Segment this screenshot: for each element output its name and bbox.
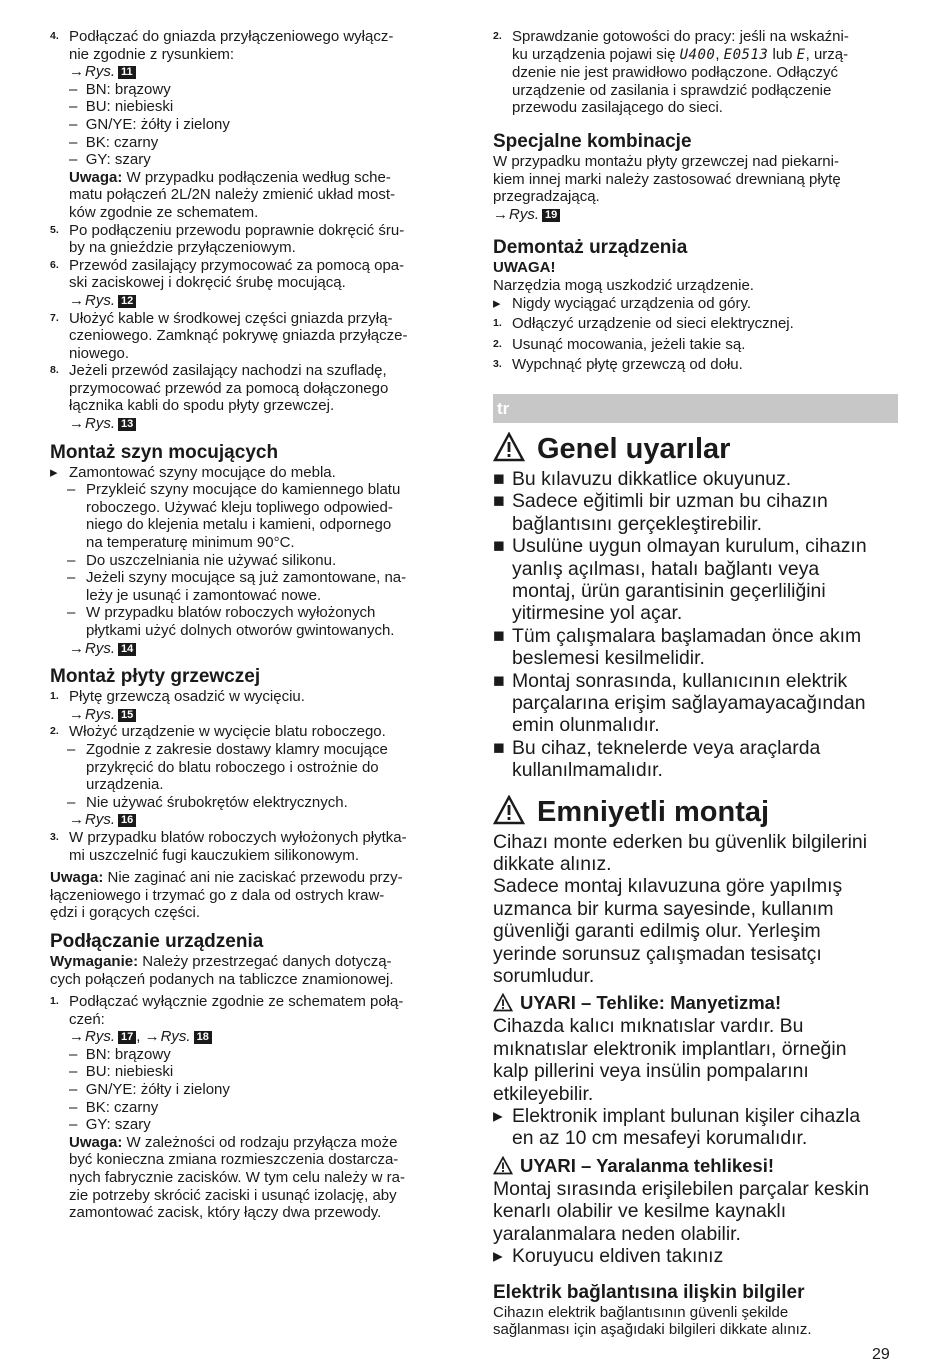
- section-heading-rails: Montaż szyn mocujących: [50, 441, 279, 463]
- body-text: sağlanması için aşağıdaki bilgileri dikkate alınız.: [493, 1321, 812, 1339]
- subitem-text: leży je usunąć i zamontować nowe.: [86, 586, 322, 604]
- triangle-bullet-icon: ▸: [493, 294, 501, 312]
- step-text: Przewód zasilający przymocować za pomocą opa-: [69, 256, 405, 274]
- section-heading-safe-installation: [493, 794, 898, 830]
- arrow-icon: →: [144, 1028, 160, 1046]
- warning-triangle-icon: [493, 432, 525, 462]
- body-text: W przypadku montażu płyty grzewczej nad piekarni-: [493, 152, 839, 170]
- requirement-label: Wymaganie:: [50, 952, 139, 970]
- note-text: Nie zaginać ani nie zaciskać przewodu przy-: [103, 869, 403, 887]
- body-text: Cihazın elektrik bağlantısının güvenli şekilde: [493, 1303, 789, 1321]
- step-text: Podłączać do gniazda przyłączeniowego wyłącz-: [69, 28, 394, 45]
- step-number: 2.: [493, 30, 502, 42]
- dash-icon: –: [67, 569, 76, 587]
- step-text: nie zgodnie z rysunkiem:: [69, 45, 235, 63]
- step-number: 2.: [50, 725, 59, 738]
- body-text: kiem innej marki należy zastosować drewnianą płytę: [493, 170, 841, 188]
- warning-text: Montaj sırasında erişilebilen parçalar keskin: [493, 1177, 870, 1200]
- step-text: urządzenie od zasilania i sprawdzić podłączenie: [512, 81, 832, 99]
- square-bullet-icon: ■: [493, 624, 505, 647]
- pl-step-7: [50, 310, 462, 328]
- note-text: matu połączeń 2L/2N należy zmienić układ most-: [69, 186, 395, 204]
- figure-number-badge: 12: [118, 295, 136, 308]
- warning-triangle-icon: [493, 993, 513, 1012]
- requirement-text: Należy przestrzegać danych dotyczą-: [138, 952, 392, 970]
- dash-icon: –: [69, 98, 78, 116]
- separator: ,: [136, 1028, 145, 1046]
- step-number: 1.: [493, 317, 502, 330]
- body-text: sorumludur.: [493, 965, 595, 988]
- step-text: dzenie nie jest prawidłowo podłączone. Odłączyć: [512, 64, 839, 82]
- figure-number-badge: 14: [118, 643, 136, 656]
- figure-ref: [50, 63, 462, 81]
- arrow-icon: →: [69, 415, 84, 433]
- step-text: czeniowego. Zamknąć pokrywę gniazda przyłącze-: [69, 327, 408, 345]
- subitem-text: Do uszczelniania nie używać silikonu.: [86, 551, 337, 569]
- subitem-text: roboczego. Używać kleju topliwego odpowied-: [86, 498, 393, 516]
- figure-number-badge: 11: [118, 66, 136, 79]
- arrow-icon: →: [69, 705, 84, 723]
- step-text: Odłączyć urządzenie od sieci elektrycznej.: [512, 315, 794, 333]
- figure-ref: [493, 206, 898, 224]
- step-number: 6.: [50, 258, 59, 271]
- dash-icon: –: [69, 1116, 78, 1134]
- step-text: W przypadku blatów roboczych wyłożonych płytka-: [69, 828, 407, 846]
- note-text: zamontować zacisk, który łączy dwa przewody.: [69, 1204, 382, 1222]
- step-text: przewodu zasilającego do sieci.: [512, 99, 723, 117]
- section-heading-electrical: Elektrik bağlantısına ilişkin bilgiler: [493, 1281, 805, 1303]
- note-label: Uwaga:: [69, 1133, 123, 1151]
- dash-icon: –: [69, 133, 78, 151]
- action-text: Zamontować szyny mocujące do mebla.: [69, 463, 336, 481]
- wire-color: BK: czarny: [85, 133, 159, 151]
- note-label: Uwaga:: [69, 168, 123, 186]
- step-text: Wypchnąć płytę grzewczą od dołu.: [512, 356, 743, 374]
- section-heading-connect: Podłączanie urządzenia: [50, 930, 264, 952]
- pl-step-8: [50, 362, 462, 380]
- body-text: przegradzającą.: [493, 188, 600, 206]
- wire-color: BU: niebieski: [85, 1063, 174, 1081]
- heading-text: Emniyetli montaj: [537, 795, 770, 828]
- warning-text: kalp pillerini veya insülin pompalarını: [493, 1060, 809, 1083]
- subitem-text: Jeżeli szyny mocujące są już zamontowane, na-: [86, 569, 407, 587]
- step-text: Sprawdzanie gotowości do pracy: jeśli na wskaźni-: [512, 28, 849, 45]
- wire-color: GY: szary: [85, 151, 151, 169]
- rys-label: Rys.: [85, 811, 115, 829]
- page-number: 29: [872, 1346, 890, 1363]
- bullet-text: kullanılmamalıdır.: [512, 759, 663, 782]
- section-heading-removal: Demontaż urządzenia: [493, 237, 688, 259]
- step-text: ku urządzenia pojawi się: [512, 45, 680, 63]
- warning-text: yaralanmalara neden olabilir.: [493, 1222, 741, 1245]
- dash-icon: –: [69, 151, 78, 169]
- step-text: mi uszczelnić fugi kauczukiem silikonowym.: [69, 846, 360, 864]
- rys-label: Rys.: [85, 63, 115, 81]
- dash-icon: –: [67, 551, 76, 569]
- step-text: ski zaciskowej i dokręcić śrubę mocującą.: [69, 274, 346, 292]
- triangle-bullet-icon: ▸: [493, 1245, 503, 1268]
- subitem-text: Przykleić szyny mocujące do kamiennego blatu: [86, 481, 401, 499]
- pl-step-4: [50, 28, 462, 222]
- step-text: Podłączać wyłącznie zgodnie ze schematem połą-: [69, 993, 404, 1011]
- warning-title: UYARI – Yaralanma tehlikesi!: [520, 1154, 774, 1176]
- body-text: Sadece montaj kılavuzuna göre yapılmış: [493, 875, 843, 898]
- display-code: U400: [679, 46, 716, 63]
- section-heading-general-warnings: [493, 431, 898, 467]
- subitem-text: niego do klejenia metalu i kamieni, odpornego: [86, 516, 392, 534]
- dash-icon: –: [69, 80, 78, 98]
- step-text: łącznika kabli do spodu płyty grzewczej.: [69, 397, 335, 415]
- section-heading-hob: Montaż płyty grzewczej: [50, 666, 261, 688]
- bullet-text: yanlış açılması, hatalı bağlantı veya: [512, 557, 820, 580]
- step-number: 3.: [493, 358, 502, 371]
- square-bullet-icon: ■: [493, 535, 505, 558]
- figure-number-badge: 18: [194, 1031, 212, 1044]
- rys-label: Rys.: [85, 291, 115, 309]
- step-text: Płytę grzewczą osadzić w wycięciu.: [69, 688, 305, 706]
- step-text: by na gnieździe przyłączeniowym.: [69, 239, 296, 257]
- warning-text: Cihazda kalıcı mıknatıslar vardır. Bu: [493, 1015, 804, 1038]
- step-text: Usunąć mocowania, jeżeli takie są.: [512, 335, 746, 353]
- note-text: być konieczna zmiana rozmieszczenia dostarcza-: [69, 1151, 399, 1169]
- step-number: 3.: [50, 830, 59, 843]
- step-number: 8.: [50, 364, 59, 377]
- triangle-bullet-icon: ▸: [50, 463, 58, 481]
- bullet-text: Tüm çalışmalara başlamadan önce akım: [512, 624, 862, 647]
- action-text: en az 10 cm mesafeyi korumalıdır.: [512, 1127, 808, 1150]
- display-code: E0513: [723, 46, 769, 63]
- heading-text: Genel uyarılar: [537, 432, 731, 465]
- arrow-icon: →: [69, 63, 84, 81]
- subitem-text: Zgodnie z zakresie dostawy klamry mocujące: [86, 740, 388, 758]
- dash-icon: –: [69, 1098, 78, 1116]
- action-text: Nigdy wyciągać urządzenia od góry.: [512, 294, 752, 312]
- action-text: Elektronik implant bulunan kişiler cihazla: [512, 1105, 861, 1128]
- warning-triangle-icon: [493, 795, 525, 825]
- note-text: ków zgodnie ze schematem.: [69, 203, 259, 221]
- dash-icon: –: [67, 793, 76, 811]
- arrow-icon: →: [69, 291, 84, 309]
- warning-text: etkileyebilir.: [493, 1082, 594, 1105]
- rys-label: Rys.: [85, 705, 115, 723]
- warning-text: kenarlı olabilir ve kesilme kaynaklı: [493, 1200, 787, 1223]
- square-bullet-icon: ■: [493, 669, 505, 692]
- requirement-text: cych połączeń podanych na tabliczce znamionowej.: [50, 970, 394, 988]
- wire-color: BK: czarny: [85, 1098, 159, 1116]
- bullet-text: Bu cihaz, teknelerde veya araçlarda: [512, 736, 821, 759]
- bullet-text: Usulüne uygun olmayan kurulum, cihazın: [512, 535, 867, 558]
- right-column: [493, 28, 898, 1339]
- pl-step-5: [50, 222, 462, 240]
- dash-icon: –: [67, 740, 76, 758]
- arrow-icon: →: [69, 811, 84, 829]
- warning-triangle-icon: [493, 1156, 513, 1175]
- note-text: nych fabrycznie zacisków. W tym celu należy w ra-: [69, 1169, 405, 1187]
- warning-text: mıknatıslar elektronik implantları, örneğin: [493, 1037, 847, 1060]
- subitem-text: Nie używać śrubokrętów elektrycznych.: [86, 793, 348, 811]
- step-number: 7.: [50, 311, 59, 324]
- subitem-text: płytkami użyć dolnych otworów gwintowanych.: [86, 622, 395, 639]
- subitem-text: W przypadku blatów roboczych wyłożonych: [86, 604, 376, 622]
- step-number: 4.: [50, 30, 59, 42]
- bullet-text: yitirmesine yol açar.: [512, 602, 683, 625]
- triangle-bullet-icon: ▸: [493, 1105, 503, 1128]
- subitem-text: przykręcić do blatu roboczego i ostrożnie do: [86, 758, 379, 776]
- warning-title: UYARI – Tehlike: Manyetizma!: [520, 992, 782, 1014]
- separator: ,: [715, 45, 724, 63]
- body-text: yerinde sorunsuz çalışmadan tesisatçı: [493, 942, 822, 965]
- left-column: [50, 28, 462, 1222]
- note-text: ędzi i gorących części.: [50, 904, 201, 922]
- wire-color: GN/YE: żółty i zielony: [85, 115, 230, 133]
- caution-text: Narzędzia mogą uszkodzić urządzenie.: [493, 276, 754, 294]
- figure-number-badge: 13: [118, 418, 136, 431]
- rys-label: Rys.: [85, 639, 115, 657]
- figure-ref: [50, 811, 462, 829]
- wire-color: BN: brązowy: [85, 1045, 171, 1063]
- section-heading-special: Specjalne kombinacje: [493, 130, 692, 152]
- dash-icon: –: [67, 481, 76, 499]
- note-text: W przypadku podłączenia według sche-: [122, 168, 391, 186]
- wire-color: GY: szary: [85, 1116, 151, 1134]
- caution-label: UWAGA!: [493, 259, 556, 277]
- bullet-text: beslemesi kesilmelidir.: [512, 647, 705, 670]
- bullet-text: bağlantısını gerçekleştirebilir.: [512, 512, 763, 535]
- dash-icon: –: [67, 604, 76, 622]
- step-text: Jeżeli przewód zasilający nachodzi na szufladę,: [69, 362, 387, 380]
- bullet-text: parçalarına erişim sağlayamayacağından: [512, 691, 866, 714]
- dash-icon: –: [69, 1081, 78, 1099]
- step-text: przymocować przewód za pomocą dołączonego: [69, 379, 389, 397]
- arrow-icon: →: [69, 639, 84, 657]
- body-text: uzmanca bir kurma sayesinde, kullanım: [493, 897, 834, 920]
- warning-heading-magnetism: [493, 991, 898, 1015]
- figure-ref: [50, 640, 462, 658]
- step-text: , urzą-: [805, 45, 849, 63]
- wire-color: BN: brązowy: [85, 80, 171, 98]
- step-number: 1.: [50, 690, 59, 703]
- step-text: czeń:: [69, 1010, 105, 1028]
- step-text: Po podłączeniu przewodu poprawnie dokręcić śru-: [69, 221, 405, 239]
- bullet-text: montaj, ürün garantisinin geçerliliğini: [512, 579, 826, 602]
- action-text: Koruyucu eldiven takınız: [512, 1245, 724, 1268]
- bullet-text: Montaj sonrasında, kullanıcının elektrik: [512, 669, 848, 692]
- bullet-text: Bu kılavuzu dikkatlice okuyunuz.: [512, 467, 792, 490]
- bullet-text: Sadece eğitimli bir uzman bu cihazın: [512, 490, 828, 513]
- display-code: E: [796, 46, 806, 63]
- note-label: Uwaga:: [50, 869, 104, 887]
- language-bar: tr: [493, 394, 898, 423]
- step-text: lub: [768, 45, 797, 63]
- step-text: niowego.: [69, 344, 130, 362]
- figure-ref: [50, 292, 462, 310]
- figure-ref: [50, 706, 462, 724]
- arrow-icon: →: [493, 205, 508, 223]
- subitem-text: na temperaturę minimum 90°C.: [86, 534, 295, 552]
- figure-ref: [50, 1028, 462, 1046]
- rys-label: Rys.: [160, 1028, 191, 1046]
- note-text: W zależności od rodzaju przyłącza może: [122, 1133, 398, 1151]
- note-text: zie potrzeby skrócić zaciski i usunąć izolację, aby: [69, 1186, 397, 1204]
- rys-label: Rys.: [509, 205, 539, 223]
- pl-step-6: [50, 257, 462, 275]
- step-text: Ułożyć kable w środkowej części gniazda przyłą-: [69, 309, 393, 327]
- figure-ref: [50, 415, 462, 433]
- body-text: Cihazı monte ederken bu güvenlik bilgilerini: [493, 830, 868, 853]
- subitem-text: urządzenia.: [86, 776, 164, 794]
- step-number: 5.: [50, 223, 59, 236]
- note-text: łączeniowego i trzymać go z dala od ostrych kraw-: [50, 886, 385, 904]
- warning-heading-injury: [493, 1154, 898, 1178]
- step-number: 1.: [50, 995, 59, 1008]
- step-number: 2.: [493, 337, 502, 350]
- body-text: güvenliği garanti edilmiş olur. Yerleşim: [493, 920, 821, 943]
- rys-label: Rys.: [85, 1028, 115, 1046]
- step-text: Włożyć urządzenie w wycięcie blatu roboczego.: [69, 723, 386, 741]
- dash-icon: –: [69, 1063, 78, 1081]
- dash-icon: –: [69, 115, 78, 133]
- square-bullet-icon: ■: [493, 490, 505, 513]
- wire-color: BU: niebieski: [85, 98, 174, 116]
- dash-icon: –: [69, 1045, 78, 1063]
- bullet-text: emin olunmalıdır.: [512, 714, 660, 737]
- body-text: dikkate alınız.: [493, 853, 612, 875]
- figure-number-badge: 15: [118, 709, 136, 722]
- figure-number-badge: 17: [118, 1031, 136, 1044]
- figure-number-badge: 19: [542, 209, 560, 222]
- figure-number-badge: 16: [118, 814, 136, 827]
- wire-color: GN/YE: żółty i zielony: [85, 1081, 230, 1099]
- rys-label: Rys.: [85, 415, 115, 433]
- square-bullet-icon: ■: [493, 467, 505, 490]
- arrow-icon: →: [69, 1028, 84, 1046]
- square-bullet-icon: ■: [493, 736, 505, 759]
